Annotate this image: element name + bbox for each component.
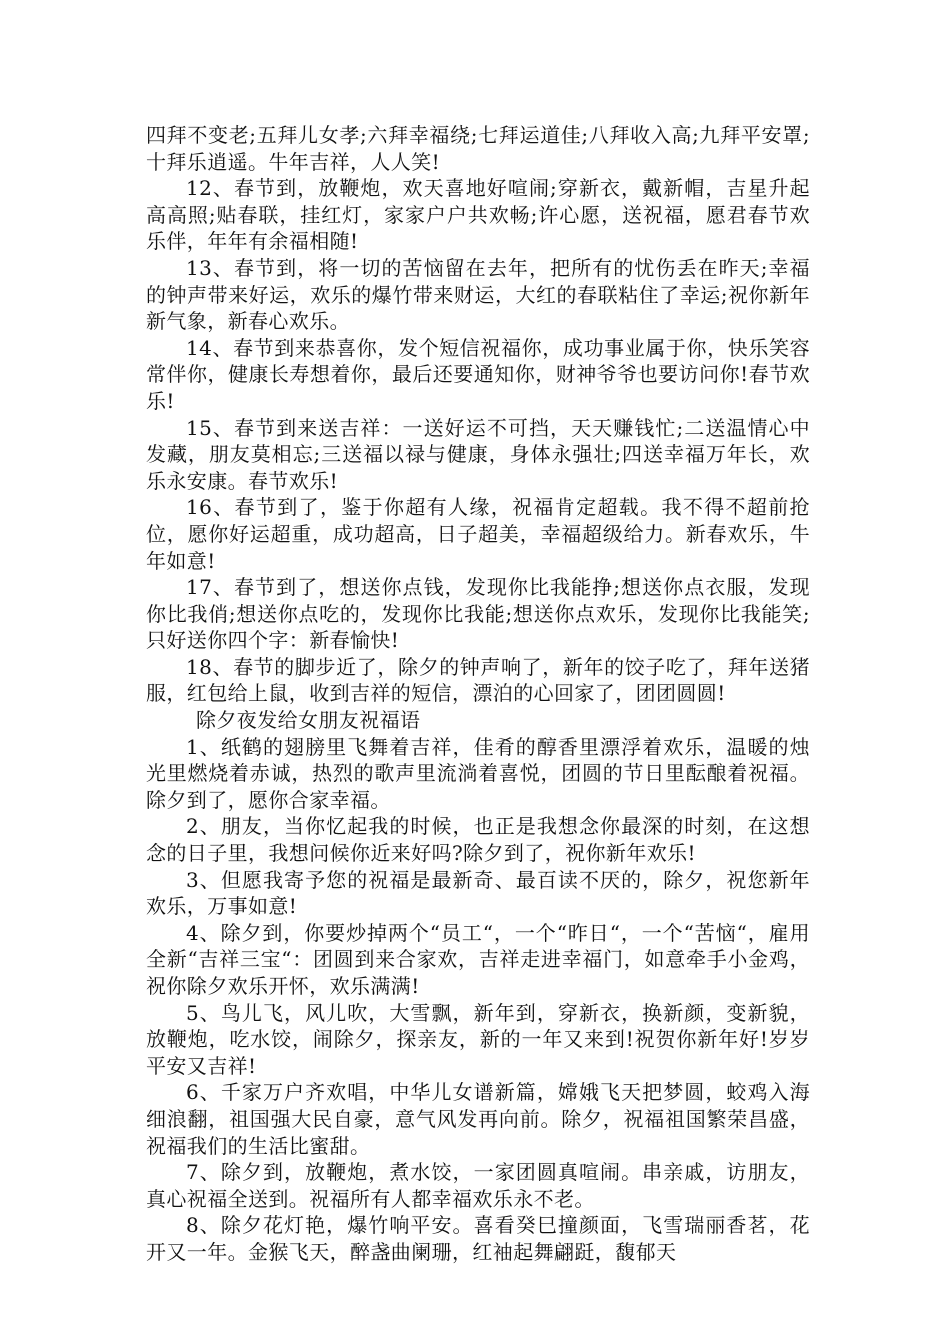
paragraph: 12、春节到，放鞭炮，欢天喜地好喧闹;穿新衣，戴新帽，吉星升起高高照;贴春联，挂红灯，家家户户共欢畅;许心愿，送祝福，愿君春节欢乐伴，年年有余福相随!	[146, 176, 810, 254]
paragraph: 1、纸鹤的翅膀里飞舞着吉祥，佳肴的醇香里漂浮着欢乐，温暖的烛光里燃烧着赤诚，热烈的歌声里流淌着喜悦，团圆的节日里酝酿着祝福。除夕到了，愿你合家幸福。	[146, 734, 810, 812]
paragraph: 17、春节到了，想送你点钱，发现你比我能挣;想送你点衣服，发现你比我俏;想送你点吃的，发现你比我能;想送你点欢乐，发现你比我能笑;只好送你四个字：新春愉快!	[146, 575, 810, 653]
paragraph: 3、但愿我寄予您的祝福是最新奇、最百读不厌的，除夕，祝您新年欢乐，万事如意!	[146, 867, 810, 919]
paragraph: 14、春节到来恭喜你，发个短信祝福你，成功事业属于你，快乐笑容常伴你，健康长寿想着你，最后还要通知你，财神爷爷也要访问你!春节欢乐!	[146, 335, 810, 413]
paragraph: 6、千家万户齐欢唱，中华儿女谱新篇，嫦娥飞天把梦圆，蛟鸡入海细浪翻，祖国强大民自豪，意气风发再向前。除夕，祝福祖国繁荣昌盛，祝福我们的生活比蜜甜。	[146, 1080, 810, 1158]
paragraph: 15、春节到来送吉祥：一送好运不可挡，天天赚钱忙;二送温情心中发藏，朋友莫相忘;三送福以禄与健康，身体永强壮;四送幸福万年长，欢乐永安康。春节欢乐!	[146, 415, 810, 493]
paragraph: 2、朋友，当你忆起我的时候，也正是我想念你最深的时刻，在这想念的日子里，我想问候你近来好吗?除夕到了，祝你新年欢乐!	[146, 814, 810, 866]
paragraph: 4、除夕到，你要炒掉两个“员工“，一个“昨日“，一个“苦恼“，雇用全新“吉祥三宝“：团圆到来合家欢，吉祥走进幸福门，如意牵手小金鸡，祝你除夕欢乐开怀，欢乐满满!	[146, 920, 810, 998]
paragraph: 7、除夕到，放鞭炮，煮水饺，一家团圆真喧闹。串亲戚，访朋友，真心祝福全送到。祝福所有人都幸福欢乐永不老。	[146, 1160, 810, 1211]
paragraph: 8、除夕花灯艳，爆竹响平安。喜看癸巳撞颜面，飞雪瑞丽香茗，花开又一年。金猴飞天，醉盏曲阑珊，红袖起舞翩跹，馥郁天	[146, 1213, 810, 1264]
paragraph: 13、春节到，将一切的苦恼留在去年，把所有的忧伤丢在昨天;幸福的钟声带来好运，欢乐的爆竹带来财运，大红的春联粘住了幸运;祝你新年新气象，新春心欢乐。	[146, 255, 810, 334]
paragraph: 5、鸟儿飞，风儿吹，大雪飘，新年到，穿新衣，换新颜，变新貌，放鞭炮，吃水饺，闹除夕，探亲友，新的一年又来到!祝贺你新年好!岁岁平安又吉祥!	[146, 1000, 810, 1078]
document-body	[146, 122, 810, 1266]
paragraph: 16、春节到了，鉴于你超有人缘，祝福肯定超载。我不得不超前抢位，愿你好运超重，成功超高，日子超美，幸福超级给力。新春欢乐，牛年如意!	[146, 495, 810, 573]
paragraph: 18、春节的脚步近了，除夕的钟声响了，新年的饺子吃了，拜年送猪服，红包给上鼠，收到吉祥的短信，漂泊的心回家了，团团圆圆!	[146, 654, 810, 706]
paragraph: 四拜不变老;五拜儿女孝;六拜幸福绕;七拜运道佳;八拜收入高;九拜平安罩;十拜乐逍遥。牛年吉祥，人人笑!	[146, 123, 810, 174]
section-heading: 除夕夜发给女朋友祝福语	[196, 708, 421, 733]
